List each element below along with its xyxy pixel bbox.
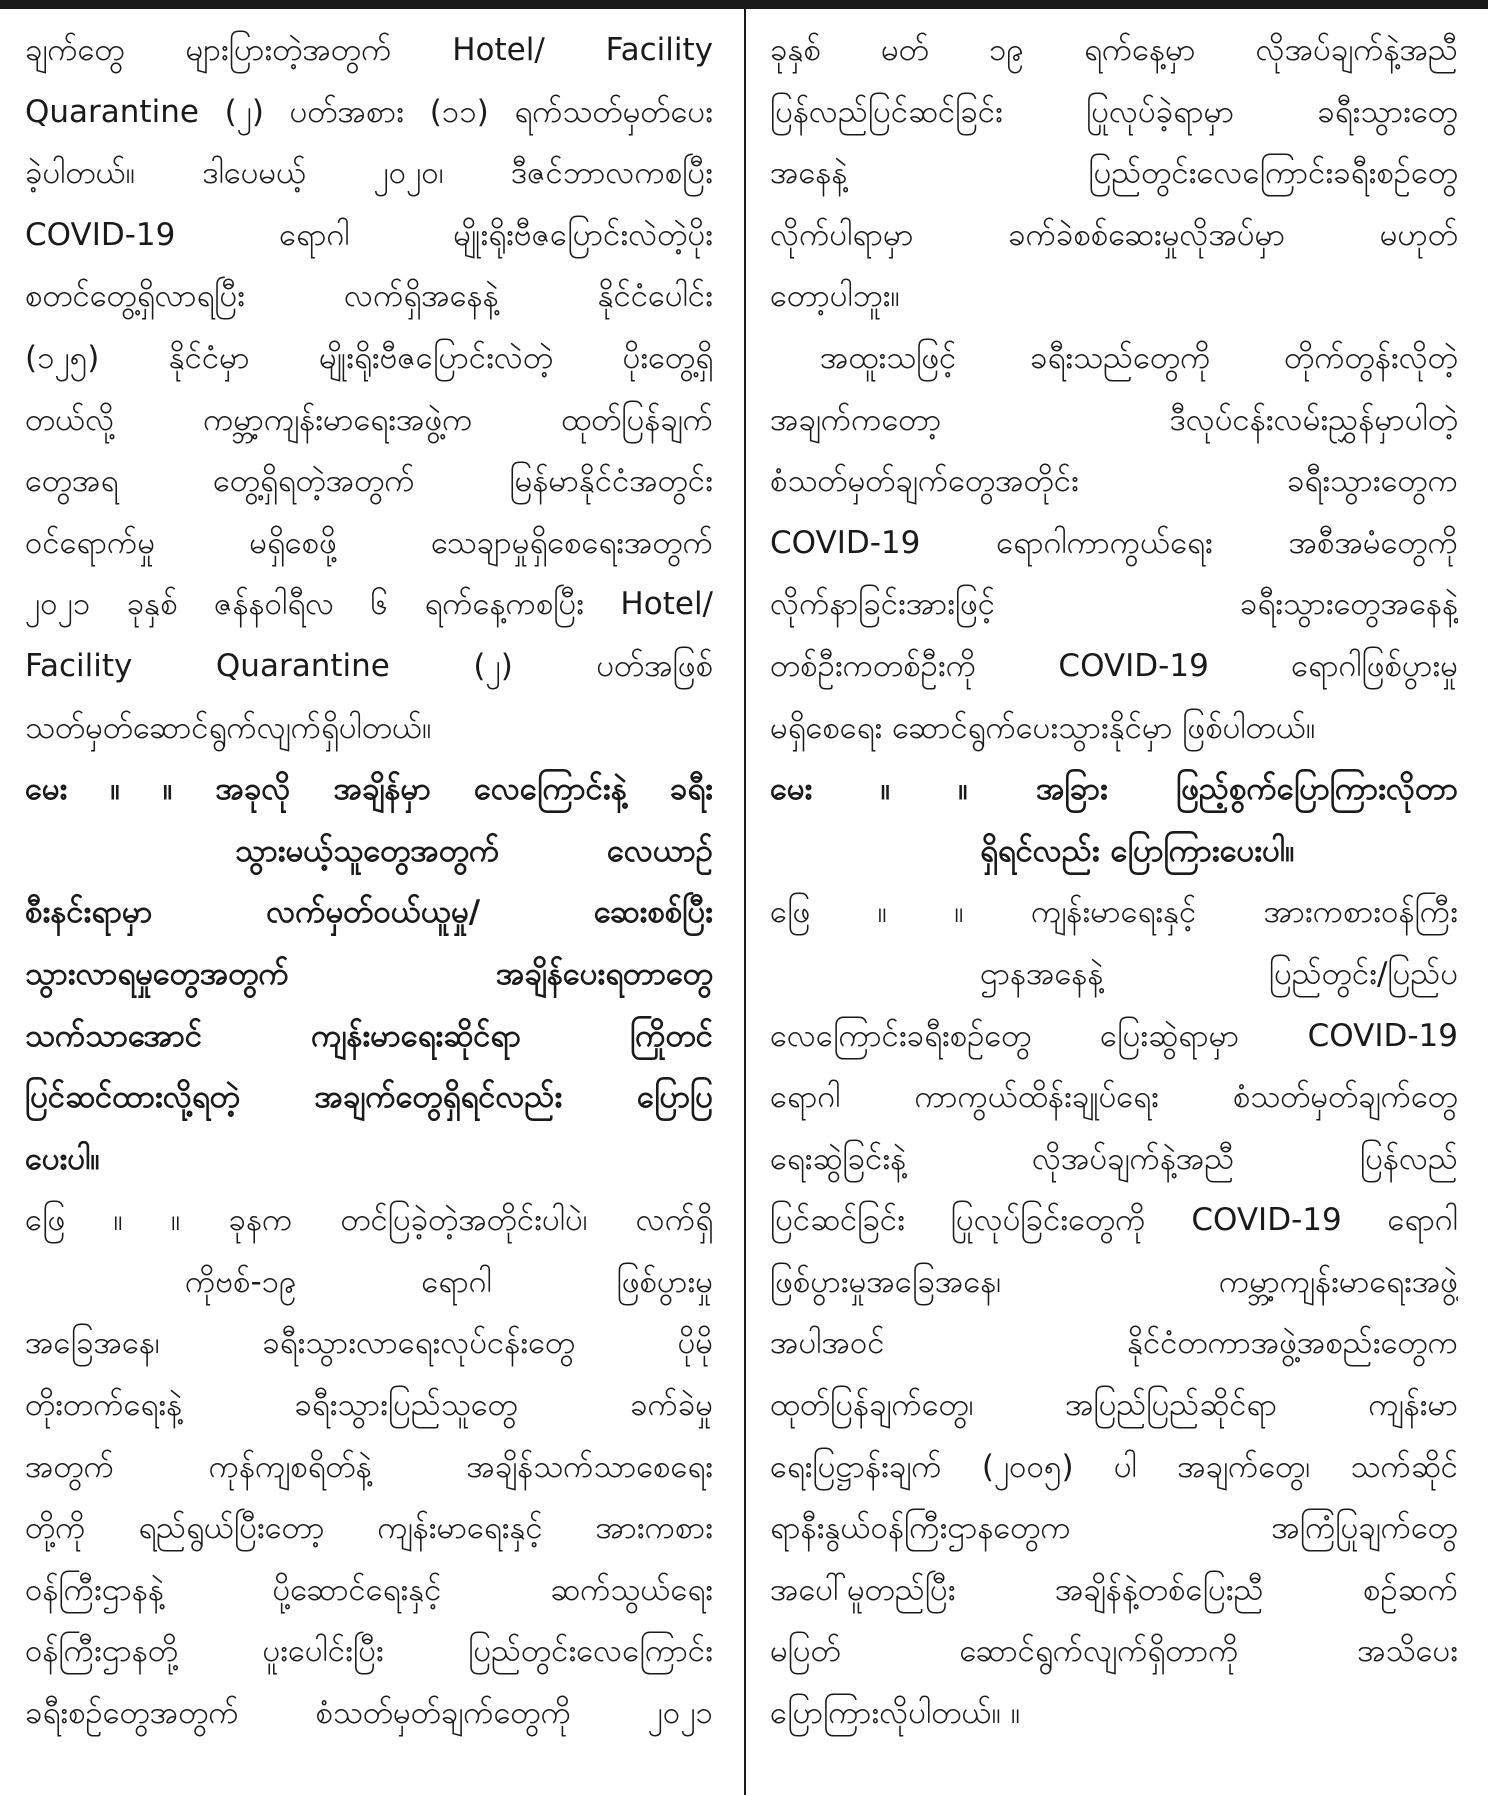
- text-line: ခုနှစ် မတ် ၁၉ ရက်နေ့မှာ လိုအပ်ချက်နဲ့အညီ: [770, 32, 1458, 68]
- right-column: [770, 20, 1458, 1745]
- text-line: အပါအဝင် နိုင်ငံတကာအဖွဲ့အစည်းတွေက: [770, 1325, 1458, 1362]
- text-line: ဖြစ်ပွားမှုအခြေအနေ၊ ကမ္ဘာ့ကျန်းမာရေးအဖွဲ့: [770, 1263, 1458, 1300]
- text-line: COVID-19 ရောဂါကာကွယ်ရေး အစီအမံတွေကို: [770, 524, 1458, 561]
- text-line: မေး ။ ။ အခုလို အချိန်မှာ လေကြောင်းနဲ့ ခရီး: [25, 771, 713, 808]
- text-line: အတွက် ကုန်ကျစရိတ်နဲ့ အချိန်သက်သာစေရေး: [25, 1448, 713, 1485]
- top-rule: [0, 0, 1488, 9]
- text-line: ကိုဗစ်-၁၉ ရောဂါ ဖြစ်ပွားမှု: [185, 1263, 713, 1300]
- text-line: ဝင်ရောက်မှု မရှိစေဖို့ သေချာမှုရှိစေရေးအတွက်: [25, 524, 713, 561]
- text-line: အနေနဲ့ ပြည်တွင်းလေကြောင်းခရီးစဉ်တွေ: [770, 155, 1458, 192]
- text-line: အချက်ကတော့ ဒီလုပ်ငန်းလမ်းညွှန်မှာပါတဲ့: [770, 401, 1458, 438]
- text-line: လိုက်ပါရာမှာ ခက်ခဲစစ်ဆေးမှုလိုအပ်မှာ မဟုတ်: [770, 216, 1458, 253]
- text-line: (၁၂၅) နိုင်ငံမှာ မျိုးရိုးဗီဇပြောင်းလဲတဲ့ ပိုးတွေ့ရှိ: [25, 339, 713, 376]
- text-line: ပြန်လည်ပြင်ဆင်ခြင်း ပြုလုပ်ခဲ့ရာမှာ ခရီးသွားတွေ: [770, 93, 1458, 130]
- text-line: သက်သာအောင် ကျန်းမာရေးဆိုင်ရာ ကြိုတင်: [25, 1017, 713, 1054]
- text-line: Facility Quarantine (၂) ပတ်အဖြစ်: [25, 647, 713, 684]
- text-line: ဝန်ကြီးဌာနနဲ့ ပို့ဆောင်ရေးနှင့် ဆက်သွယ်ရေး: [25, 1571, 713, 1608]
- text-line: သတ်မှတ်ဆောင်ရွက်လျက်ရှိပါတယ်။: [25, 709, 432, 746]
- text-line: COVID-19 ရောဂါ မျိုးရိုးဗီဇပြောင်းလဲတဲ့ပိုး: [25, 216, 713, 253]
- text-line: ဝန်ကြီးဌာနတို့ ပူးပေါင်းပြီး ပြည်တွင်းလေကြောင်း: [25, 1633, 713, 1670]
- text-line: စတင်တွေ့ရှိလာရပြီး လက်ရှိအနေနဲ့ နိုင်ငံပေါင်း: [25, 278, 713, 315]
- text-line: တစ်ဦးကတစ်ဦးကို COVID-19 ရောဂါဖြစ်ပွားမှု: [770, 647, 1458, 684]
- text-line: ခဲ့ပါတယ်။ ဒါပေမယ့် ၂၀၂၀၊ ဒီဇင်ဘာလကစပြီး: [25, 155, 713, 192]
- text-line: အပေါ်မူတည်ပြီး အချိန်နဲ့တစ်ပြေးညီ စဉ်ဆက်: [770, 1571, 1458, 1608]
- left-column: [25, 20, 713, 1745]
- text-line: ခရီးစဉ်တွေအတွက် စံသတ်မှတ်ချက်တွေကို ၂၀၂၁: [25, 1695, 713, 1732]
- text-line: ချက်တွေ များပြားတဲ့အတွက် Hotel/ Facility: [25, 32, 713, 68]
- text-line: အထူးသဖြင့် ခရီးသည်တွေကို တိုက်တွန်းလိုတဲ့: [820, 339, 1458, 376]
- text-line: ပေးပါ။: [25, 1140, 100, 1177]
- text-line: ပြင်ဆင်ခြင်း ပြုလုပ်ခြင်းတွေကို COVID-19 ရောဂါ: [770, 1202, 1458, 1239]
- text-line: တိုးတက်ရေးနဲ့ ခရီးသွားပြည်သူတွေ ခက်ခဲမှု: [25, 1387, 713, 1424]
- text-line: တို့ကို ရည်ရွယ်ပြီးတော့ ကျန်းမာရေးနှင့် အားကစား: [25, 1510, 713, 1547]
- text-line: ရေးဆွဲခြင်းနဲ့ လိုအပ်ချက်နဲ့အညီ ပြန်လည်: [770, 1140, 1458, 1177]
- text-line: Quarantine (၂) ပတ်အစား (၁၁) ရက်သတ်မှတ်ပေး: [25, 93, 713, 130]
- text-line: တွေအရ တွေ့ရှိရတဲ့အတွက် မြန်မာနိုင်ငံအတွင်း: [25, 463, 713, 500]
- text-line: အခြေအနေ၊ ခရီးသွားလာရေးလုပ်ငန်းတွေ ပိုမို: [25, 1325, 713, 1362]
- text-line: ၂၀၂၁ ခုနှစ် ဇန်နဝါရီလ ၆ ရက်နေ့ကစပြီး Hotel/: [25, 586, 713, 623]
- text-line: မရှိစေရေး ဆောင်ရွက်ပေးသွားနိုင်မှာ ဖြစ်ပါတယ်။: [770, 709, 1316, 746]
- text-line: လေကြောင်းခရီးစဉ်တွေ ပြေးဆွဲရာမှာ COVID-19: [770, 1017, 1458, 1054]
- text-line: စီးနင်းရာမှာ လက်မှတ်ဝယ်ယူမှု/ ဆေးစစ်ပြီး: [25, 894, 713, 931]
- column-divider: [744, 9, 746, 1795]
- text-line: တယ်လို့ ကမ္ဘာ့ကျန်းမာရေးအဖွဲ့က ထုတ်ပြန်ချက်: [25, 401, 713, 438]
- text-line: စံသတ်မှတ်ချက်တွေအတိုင်း ခရီးသွားတွေက: [770, 463, 1458, 500]
- text-line: ပြောကြားလိုပါတယ်။ ။: [770, 1695, 1021, 1732]
- text-line: ရောဂါ ကာကွယ်ထိန်းချုပ်ရေး စံသတ်မှတ်ချက်တွေ: [770, 1079, 1458, 1116]
- text-line: သွားမယ့်သူတွေအတွက် လေယာဉ်: [235, 832, 713, 869]
- text-line: လိုက်နာခြင်းအားဖြင့် ခရီးသွားတွေအနေနဲ့: [770, 586, 1458, 623]
- text-line: သွားလာရမှုတွေအတွက် အချိန်ပေးရတာတွေ: [25, 955, 713, 992]
- text-line: မေး ။ ။ အခြား ဖြည့်စွက်ပြောကြားလိုတာ: [770, 771, 1458, 808]
- text-line: ဖြေ ။ ။ ခုနက တင်ပြခဲ့တဲ့အတိုင်းပါပဲ၊ လက်ရှိ: [25, 1202, 713, 1239]
- text-line: တော့ပါဘူး။: [770, 278, 900, 315]
- text-line: ပြင်ဆင်ထားလို့ရတဲ့ အချက်တွေရှိရင်လည်း ပြောပြ: [25, 1079, 713, 1116]
- text-line: ရှိရင်လည်း ပြောကြားပေးပါ။: [980, 832, 1295, 869]
- text-line: ဖြေ ။ ။ ကျန်းမာရေးနှင့် အားကစားဝန်ကြီး: [770, 894, 1458, 931]
- text-line: ထုတ်ပြန်ချက်တွေ၊ အပြည်ပြည်ဆိုင်ရာ ကျန်းမာ: [770, 1387, 1458, 1424]
- text-line: မပြတ် ဆောင်ရွက်လျက်ရှိတာကို အသိပေး: [770, 1633, 1458, 1670]
- text-line: ရေးပြဋ္ဌာန်းချက် (၂၀၀၅) ပါ အချက်တွေ၊ သက်ဆိုင်: [770, 1448, 1458, 1485]
- text-line: ရာနီးနွယ်ဝန်ကြီးဌာနတွေက အကြံပြုချက်တွေ: [770, 1510, 1458, 1547]
- text-line: ဌာနအနေနဲ့ ပြည်တွင်း/ပြည်ပ: [980, 955, 1458, 992]
